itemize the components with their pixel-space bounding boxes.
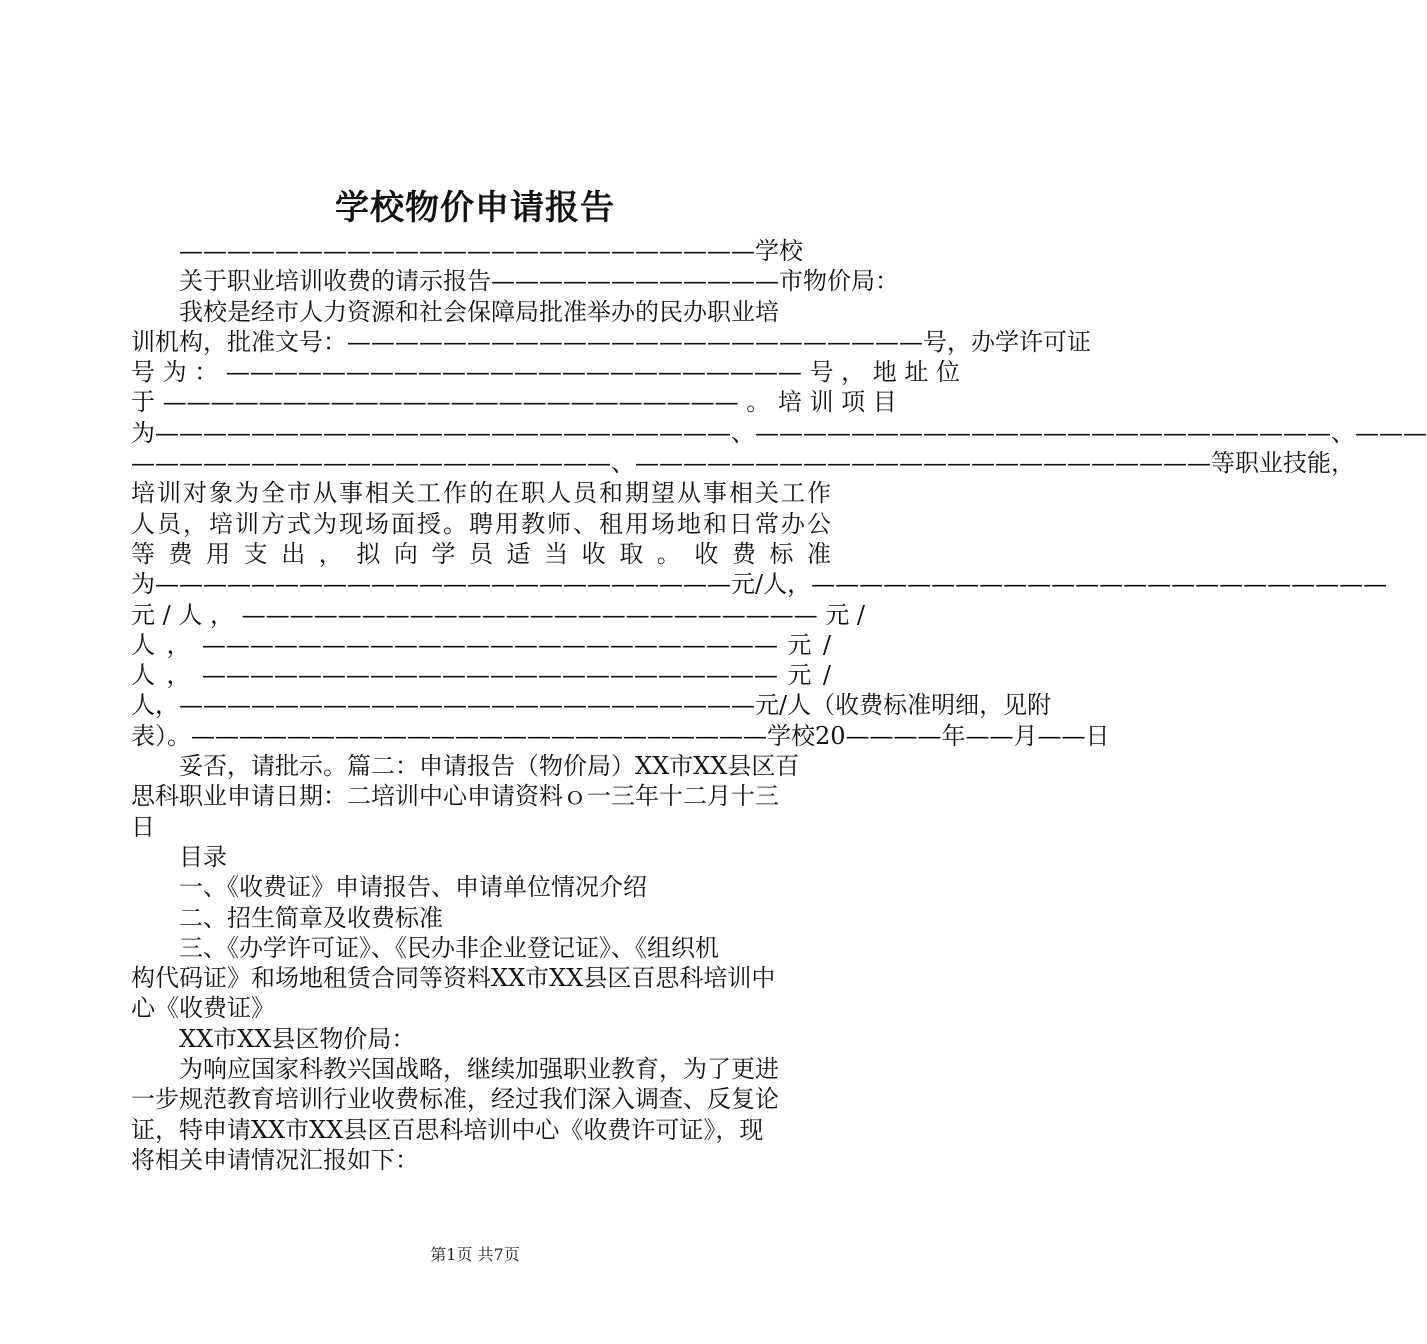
body-line: 为————————————————————————元/人，———————————————————————— (131, 570, 1388, 599)
body-line: 心《收费证》 (131, 994, 275, 1023)
body-line: 将相关申请情况汇报如下： (131, 1145, 419, 1174)
body-line: 等 费 用 支 出 ， 拟 向 学 员 适 当 收 取 。 收 费 标 准 (131, 539, 831, 568)
body-line: 元 / 人 ， ———————————————————————— 元 / (131, 600, 865, 629)
body-line: 日 (131, 812, 155, 841)
body-line: 人员，培训方式为现场面授。聘用教师、租用场地和日常办公 (131, 509, 831, 538)
body-line: 为响应国家科教兴国战略，继续加强职业教育，为了更进 (179, 1055, 779, 1084)
document-body (131, 236, 1427, 1175)
body-line: 训机构，批准文号：————————————————————————号，办学许可证 (131, 327, 1091, 356)
document-title: 学校物价申请报告 (335, 188, 615, 228)
body-line: XX市XX县区物价局： (179, 1024, 416, 1053)
body-line: 三、《办学许可证》、《民办非企业登记证》、《组织机 (179, 933, 719, 962)
body-line: 一步规范教育培训行业收费标准，经过我们深入调查、反复论 (131, 1085, 779, 1114)
body-line: 人，————————————————————————元/人（收费标准明细，见附 (131, 691, 1052, 720)
body-line: 目录 (179, 842, 227, 871)
body-line: 证，特申请XX市XX县区百思科培训中心《收费许可证》，现 (131, 1115, 764, 1144)
body-line: 培训对象为全市从事相关工作的在职人员和期望从事相关工作 (131, 479, 831, 508)
body-line: 于 ———————————————————————— 。 培 训 项 目 (131, 388, 897, 417)
body-line: 妥否，请批示。篇二：申请报告（物价局）XX市XX县区百 (179, 752, 800, 781)
body-line: 关于职业培训收费的请示报告————————————市物价局： (179, 267, 899, 296)
body-line: 人 ， ———————————————————————— 元 / (131, 630, 831, 659)
body-line: ————————————————————————学校 (179, 237, 803, 265)
body-line: 为————————————————————————、————————————————————————、——— (131, 418, 1427, 447)
body-line: 表）。————————————————————————学校20————年——月——日 (131, 721, 1110, 750)
body-line: 一、《收费证》申请报告、申请单位情况介绍 (179, 873, 647, 902)
body-line: 号 为 ： ———————————————————————— 号 ， 地 址 位 (131, 358, 961, 387)
body-line: 我校是经市人力资源和社会保障局批准举办的民办职业培 (179, 297, 779, 326)
body-line: 思科职业申请日期：二培训中心申请资料ｏ一三年十二月十三 (131, 782, 779, 811)
body-line: 构代码证》和场地租赁合同等资料XX市XX县区百思科培训中 (131, 964, 776, 993)
body-line: ————————————————————、————————————————————————等职业技能， (131, 449, 1355, 478)
page-footer: 第1页 共7页 (430, 1245, 520, 1264)
body-line: 人 ， ———————————————————————— 元 / (131, 661, 831, 690)
body-line: 二、招生简章及收费标准 (179, 903, 443, 932)
